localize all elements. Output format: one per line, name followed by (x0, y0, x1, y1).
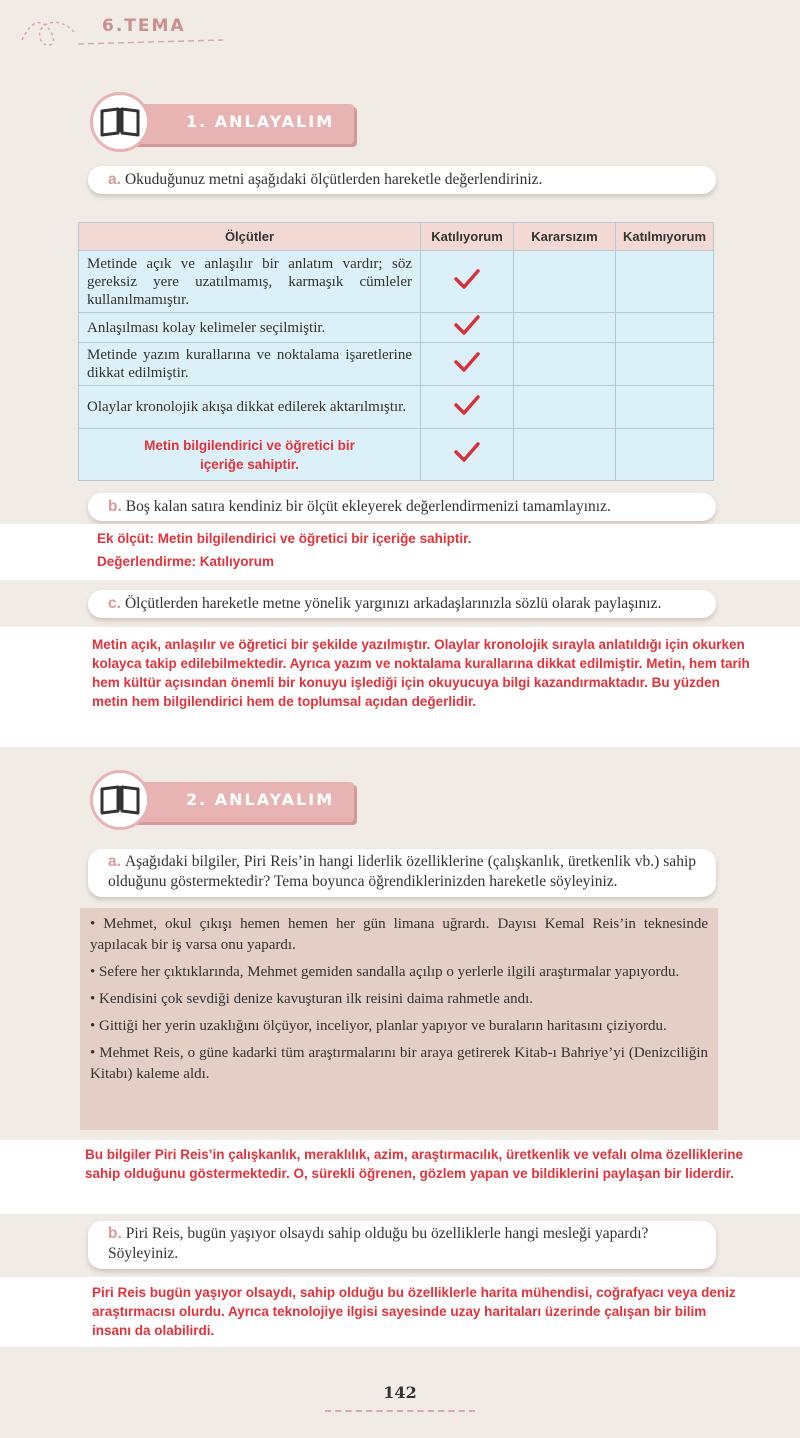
undecided-cell[interactable] (514, 386, 616, 429)
open-book-icon (93, 95, 147, 149)
undecided-cell[interactable] (514, 313, 616, 343)
agree-cell[interactable] (421, 429, 514, 481)
section-tag (130, 104, 354, 144)
book-badge (90, 770, 150, 830)
criterion-text: Anlaşılması kolay kelimeler seçilmiştir. (79, 313, 421, 343)
agree-cell[interactable] (421, 313, 514, 343)
undecided-cell[interactable] (514, 251, 616, 313)
question-1b (88, 493, 716, 521)
page-number: 142 (383, 1383, 417, 1402)
criterion-text: Metinde yazım kurallarına ve noktalama işaretlerine dikkat edilmiştir. (79, 343, 421, 386)
section-tag (130, 782, 354, 822)
table-row (79, 343, 714, 386)
section-header-2 (90, 770, 360, 830)
check-icon (453, 441, 481, 463)
agree-cell[interactable] (421, 343, 514, 386)
check-icon (453, 394, 481, 416)
book-badge (90, 92, 150, 152)
disagree-cell[interactable] (616, 429, 714, 481)
answer-2b (0, 1277, 800, 1347)
section-header-1 (90, 92, 360, 152)
table-row (79, 313, 714, 343)
header-criteria: Ölçütler (79, 223, 421, 251)
fact-item: • Mehmet Reis, o güne kadarki tüm araştırmalarını bir araya getirerek Kitab-ı Bahriye’yi (Denizciliğin Kitabı) kaleme aldı. (90, 1045, 708, 1082)
fact-item: • Gittiği her yerin uzaklığını ölçüyor, inceliyor, planlar yapıyor ve buraların haritasını çiziyordu. (90, 1018, 667, 1034)
answer-text: Metin açık, anlaşılır ve öğretici bir şekilde yazılmıştır. Olaylar kronolojik sırayla anlatıldığı için okurken kolayca takip edilebilmektedir. Ayrıca yazım ve noktalama kurallarına dikkat edilmiştir. Metin, hem tarih hem kültür açısından önemli bir konuyu işlediği için okuyucuya bilgi kazandırmaktadır. Bu yüzden metin hem bilgilendirici hem de toplumsal açıdan değerlidir. (92, 637, 750, 709)
question-2a (88, 849, 716, 897)
theme-label: 6.TEMA (102, 16, 186, 36)
table-row (79, 386, 714, 429)
answer-line: Değerlendirme: Katılıyorum (97, 554, 275, 569)
disagree-cell[interactable] (616, 251, 714, 313)
agree-cell[interactable] (421, 386, 514, 429)
page-divider (325, 1410, 475, 1412)
answer-text: Piri Reis bugün yaşıyor olsaydı, sahip olduğu bu özelliklerle harita mühendisi, coğrafyacı veya deniz araştırmacısı olurdu. Ayrıca teknolojiye ilgisi sayesinde uzay haritaları üzerinde çalışan bir bilim insanı da olabilirdi. (92, 1285, 736, 1338)
criterion-text: Olaylar kronolojik akışa dikkat edilerek aktarılmıştır. (79, 386, 421, 429)
question-text: Piri Reis, bugün yaşıyor olsaydı sahip olduğu bu özelliklerle hangi mesleği yapardı? Söyleyiniz. (108, 1225, 649, 1262)
answer-text: Bu bilgiler Piri Reis’in çalışkanlık, meraklılık, azim, araştırmacılık, üretkenlik ve vefalı olma özelliklerine sahip olduğunu göstermektedir. O, sürekli öğrenen, gözlem yapan ve bildiklerini paylaşan bir liderdir. (85, 1147, 744, 1181)
check-icon (453, 268, 481, 290)
criteria-table (78, 222, 714, 481)
undecided-cell[interactable] (514, 343, 616, 386)
fact-item: • Mehmet, okul çıkışı hemen hemen her gün limana uğrardı. Dayısı Kemal Reis’in teknesinde yapılacak bir iş varsa onu yapardı. (90, 916, 708, 953)
facts-box (80, 908, 718, 1130)
agree-cell[interactable] (421, 251, 514, 313)
table-row-added (79, 429, 714, 481)
table-row (79, 251, 714, 313)
answer-2a (0, 1140, 800, 1214)
question-text: Ölçütlerden hareketle metne yönelik yargınızı arkadaşlarınızla sözlü olarak paylaşınız. (124, 595, 662, 612)
fact-item: • Kendisini çok sevdiği denize kavuşturan ilk reisini daima rahmetle andı. (90, 991, 534, 1007)
undecided-cell[interactable] (514, 429, 616, 481)
disagree-cell[interactable] (616, 343, 714, 386)
answer-1c (0, 627, 800, 747)
question-letter: a. (108, 171, 121, 188)
disagree-cell[interactable] (616, 313, 714, 343)
check-icon (453, 314, 481, 336)
section-title: 1. ANLAYALIM (186, 112, 335, 131)
question-1a (88, 166, 716, 194)
open-book-icon (93, 773, 147, 827)
section-title: 2. ANLAYALIM (186, 790, 335, 809)
question-text: Okuduğunuz metni aşağıdaki ölçütlerden hareketle değerlendiriniz. (124, 171, 543, 188)
question-text: Aşağıdaki bilgiler, Piri Reis’in hangi liderlik özelliklerine (çalışkanlık, üretkenlik vb.) sahip olduğunu göstermektedir? Tema boyunca öğrendiklerinizden hareketle söyleyiniz. (108, 853, 696, 890)
answer-line: Ek ölçüt: Metin bilgilendirici ve öğretici bir içeriğe sahiptir. (97, 531, 472, 546)
fact-item: • Sefere her çıktıklarında, Mehmet gemiden sandalla açılıp o yerlerle ilgili araştırmalar yapıyordu. (90, 964, 680, 980)
check-icon (453, 351, 481, 373)
question-letter: a. (108, 853, 121, 870)
question-2b (88, 1221, 716, 1269)
question-letter: b. (108, 1225, 122, 1242)
added-criterion-text: Metin bilgilendirici ve öğretici bir içeriğe sahiptir. (144, 437, 355, 472)
answer-1b (0, 524, 800, 580)
header-undecided: Kararsızım (514, 223, 616, 251)
table-header-row (79, 223, 714, 251)
question-letter: c. (108, 595, 121, 612)
question-letter: b. (108, 498, 122, 515)
added-criterion-cell (79, 429, 421, 481)
header-disagree: Katılmıyorum (616, 223, 714, 251)
question-1c (88, 590, 716, 618)
header-agree: Katılıyorum (421, 223, 514, 251)
criterion-text: Metinde açık ve anlaşılır bir anlatım vardır; söz gereksiz yere uzatılmamış, karmaşık cümleler kullanılmamıştır. (79, 251, 421, 313)
disagree-cell[interactable] (616, 386, 714, 429)
question-text: Boş kalan satıra kendiniz bir ölçüt ekleyerek değerlendirmenizi tamamlayınız. (125, 498, 611, 515)
